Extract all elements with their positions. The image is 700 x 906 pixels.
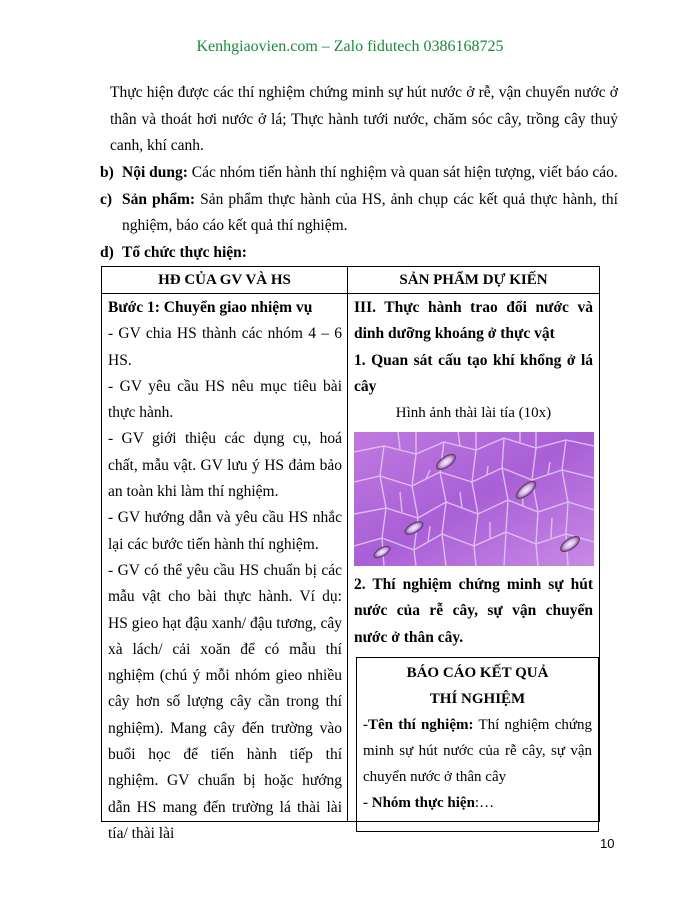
expected-product-column [348, 267, 599, 821]
report-name-label: -Tên thí nghiệm: [363, 717, 474, 734]
step-paragraph: - GV giới thiệu các dụng cụ, hoá chất, mẫu vật. GV lưu ý HS đảm bảo an toàn khi làm thí nghiệm. [108, 430, 342, 501]
teacher-student-column [102, 267, 348, 842]
leaf-stomata-micrograph-icon [354, 432, 594, 566]
report-group [363, 790, 592, 816]
item-label: Sản phẩm: [122, 190, 196, 208]
right-cell [348, 294, 599, 832]
page-header[interactable]: Kenhgiaovien.com – Zalo fidutech 0386168725 [196, 38, 504, 55]
report-experiment-name [363, 712, 592, 790]
section-title: III. Thực hành trao đổi nước và dinh dưỡng khoáng ở thực vật [354, 299, 593, 343]
item-label: Nội dung: [122, 164, 188, 181]
intro-paragraph [110, 80, 618, 160]
item-organization [100, 240, 618, 267]
item-list [100, 160, 618, 266]
item-label: Tổ chức thực hiện: [122, 243, 247, 261]
step-paragraph: - GV chia HS thành các nhóm 4 – 6 HS. [108, 325, 342, 369]
step-paragraph: - GV có thể yêu cầu HS chuẩn bị các mẫu vật cho bài thực hành. Ví dụ: HS gieo hạt đậu xanh/ đậu tương, cây xà lách/ cải xoăn để có mẫu thí nghiệm (chú ý mỗi nhóm gieo nhiều cây hơn số lượng cây cần trong thí nghiệm). Mang cây đến trường vào buổi học để tiến hành tiếp thí nghiệm. GV chuẩn bị hoặc hướng dẫn HS mang đến trường lá thài lài tía/ thài lài [108, 561, 342, 842]
item-product [100, 187, 618, 240]
report-title-line2: THÍ NGHIỆM [429, 691, 526, 708]
item-marker: d) [100, 243, 114, 261]
photo-caption: Hình ảnh thài lài tía (10x) [395, 405, 552, 422]
subsection-1-title: 1. Quan sát cấu tạo khí khổng ở lá cây [354, 351, 593, 395]
subsection-2-title: 2. Thí nghiệm chứng minh sự hút nước của rễ cây, sự vận chuyển nước ở thân cây. [354, 576, 593, 646]
report-group-label: - Nhóm thực hiện [363, 795, 475, 812]
report-title-line1: BÁO CÁO KẾT QUẢ [406, 665, 549, 682]
activity-table [101, 266, 600, 842]
intro-text: Thực hiện được các thí nghiệm chứng minh sự hút nước ở rễ, vận chuyển nước ở thân và thoát hơi nước ở lá; Thực hành tưới nước, chăm sóc cây, trồng cây thuỷ canh, khí canh. [110, 84, 618, 154]
item-content [100, 160, 618, 187]
report-box [356, 657, 599, 832]
item-marker: c) [100, 190, 113, 208]
right-column-header: SẢN PHẨM DỰ KIẾN [348, 267, 599, 294]
left-column-header: HĐ CỦA GV VÀ HS [102, 267, 347, 294]
report-group-text: :… [474, 795, 495, 812]
step-title: Bước 1: Chuyển giao nhiệm vụ [108, 299, 313, 316]
step-paragraph: - GV yêu cầu HS nêu mục tiêu bài thực hành. [108, 377, 342, 422]
left-cell [102, 294, 347, 847]
item-text: Các nhóm tiến hành thí nghiệm và quan sát hiện tượng, viết báo cáo. [187, 164, 618, 181]
item-text: Sản phẩm thực hành của HS, ảnh chụp các kết quả thực hành, thí nghiệm, báo cáo kết quả thí nghiệm. [122, 190, 618, 234]
item-marker: b) [100, 164, 114, 181]
report-name-text: Thí nghiệm chứng minh sự hút nước của rễ cây, sự vận chuyển nước ở thân cây [363, 717, 592, 786]
step-paragraph: - GV hướng dẫn và yêu cầu HS nhắc lại các bước tiến hành thí nghiệm. [108, 509, 342, 553]
page-number: 10 [600, 836, 615, 851]
